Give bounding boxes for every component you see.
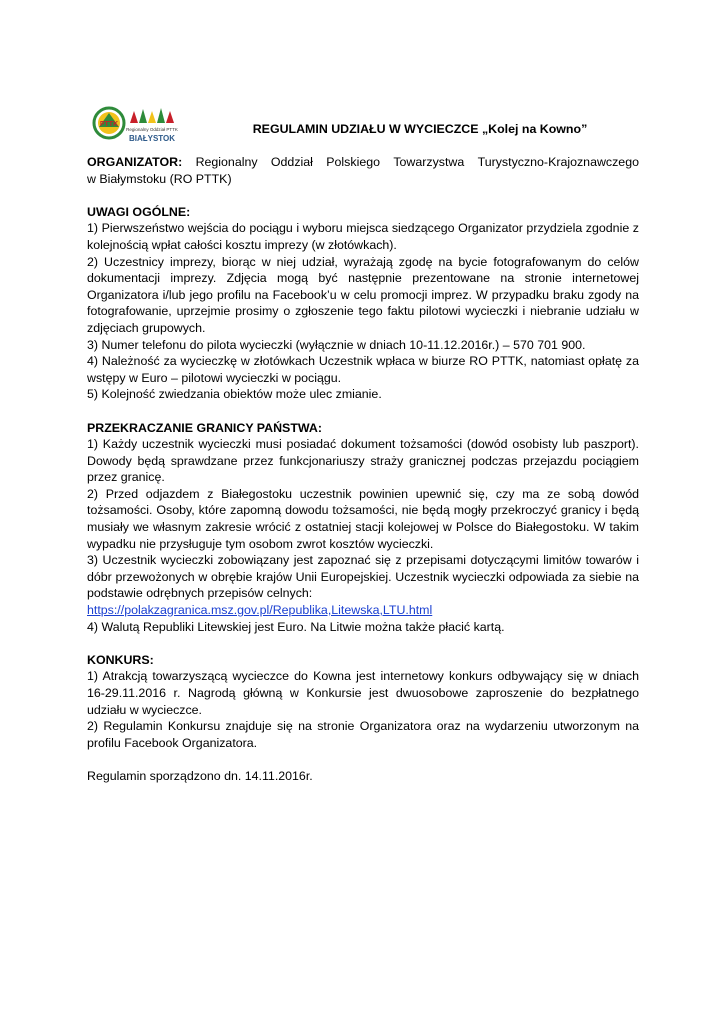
organizer-word: Turystyczno-Krajoznawczego: [477, 155, 639, 169]
border-item: 4) Walutą Republiki Litewskiej jest Euro. Na Litwie można także płacić kartą.: [87, 619, 505, 634]
general-section: [87, 204, 639, 403]
organizer-line: [87, 154, 639, 171]
document-title: REGULAMIN UDZIAŁU W WYCIECZCE „Kolej na Kowno”: [252, 122, 588, 136]
general-item: 5) Kolejność zwiedzania obiektów może ulec zmianie.: [87, 387, 382, 402]
organizer-word: Oddział: [270, 155, 313, 169]
logo-city-text: BIAŁYSTOK: [128, 134, 176, 143]
border-section: [87, 420, 639, 636]
organizer-word: Polskiego: [326, 155, 380, 169]
border-item: 1) Każdy uczestnik wycieczki musi posiadać dokument tożsamości (dowód osobisty lub paszport). Dowody będą sprawdzane przez funkcjonariuszy straży granicznej podczas przejazdu pociągiem przez granicę.: [87, 437, 639, 485]
general-item: 3) Numer telefonu do pilota wycieczki (wyłącznie w dniach 10-11.12.2016r.) – 570 701 900.: [87, 337, 586, 352]
organizer-section: [87, 154, 639, 187]
logo-small-text: Regionalny Oddział PTTK: [126, 127, 178, 132]
organizer-word: Towarzystwa: [393, 155, 465, 169]
contest-heading: KONKURS:: [87, 652, 154, 667]
contest-section: [87, 652, 639, 752]
date-line: Regulamin sporządzono dn. 14.11.2016r.: [87, 768, 313, 783]
pttk-logo: [92, 103, 180, 147]
border-item: 2) Przed odjazdem z Białegostoku uczestnik powinien upewnić się, czy ma ze sobą dowód tożsamości. Osoby, które zapomną dowodu tożsamości, nie będą mogły przekroczyć granicy i będą musiały we własnym zakresie wrócić z ostatniej stacji kolejowej w Polsce do Białegostoku. W takim wypadku nie przysługuje tym osobom zwrot kosztów wycieczki.: [87, 486, 639, 551]
organizer-label: ORGANIZATOR:: [87, 155, 183, 169]
logo-badge-text: PTTK: [99, 121, 119, 128]
general-heading: UWAGI OGÓLNE:: [87, 204, 191, 219]
organizer-word: Regionalny: [195, 155, 258, 169]
border-item: 3) Uczestnik wycieczki zobowiązany jest zapoznać się z przepisami dotyczącymi limitów towarów i dóbr przewożonych w obrębie krajów Unii Europejskiej. Uczestnik wycieczki odpowiada za siebie na podstawie odrębnych przepisów celnych:: [87, 553, 639, 601]
document-body: [87, 154, 639, 785]
general-item: 2) Uczestnicy imprezy, biorąc w niej udział, wyrażają zgodę na bycie fotografowanym do celów dokumentacji imprezy. Zdjęcia mogą być następnie prezentowane na stronie internetowej Organizatora i/lub jego profilu na Facebook’u w celu promocji imprez. W przypadku braku zgody na fotografowanie, uprzejmie prosimy o zgłoszenie tego faktu pilotowi wycieczki i niebranie udziału w zdjęciach grupowych.: [87, 254, 639, 335]
border-heading: PRZEKRACZANIE GRANICY PAŃSTWA:: [87, 420, 322, 435]
organizer-line-2: w Białymstoku (RO PTTK): [87, 171, 232, 186]
general-item: 1) Pierwszeństwo wejścia do pociągu i wyboru miejsca siedzącego Organizator przydziela zgodnie z kolejnością wpłat całości kosztu imprezy (w złotówkach).: [87, 221, 639, 252]
customs-link[interactable]: https://polakzagranica.msz.gov.pl/Republika,Litewska,LTU.html: [87, 603, 433, 618]
pttk-logo-graphic: [92, 103, 180, 147]
general-item: 4) Należność za wycieczkę w złotówkach Uczestnik wpłaca w biurze RO PTTK, natomiast opłatę za wstępy w Euro – pilotowi wycieczki w pociągu.: [87, 354, 639, 385]
contest-item: 1) Atrakcją towarzyszącą wycieczce do Kowna jest internetowy konkurs odbywający się w dniach 16-29.11.2016 r. Nagrodą główną w Konkursie jest dwuosobowe zaproszenie do bezpłatnego udziału w wycieczce.: [87, 669, 639, 717]
contest-item: 2) Regulamin Konkursu znajduje się na stronie Organizatora oraz na wydarzeniu utworzonym na profilu Facebook Organizatora.: [87, 719, 639, 750]
